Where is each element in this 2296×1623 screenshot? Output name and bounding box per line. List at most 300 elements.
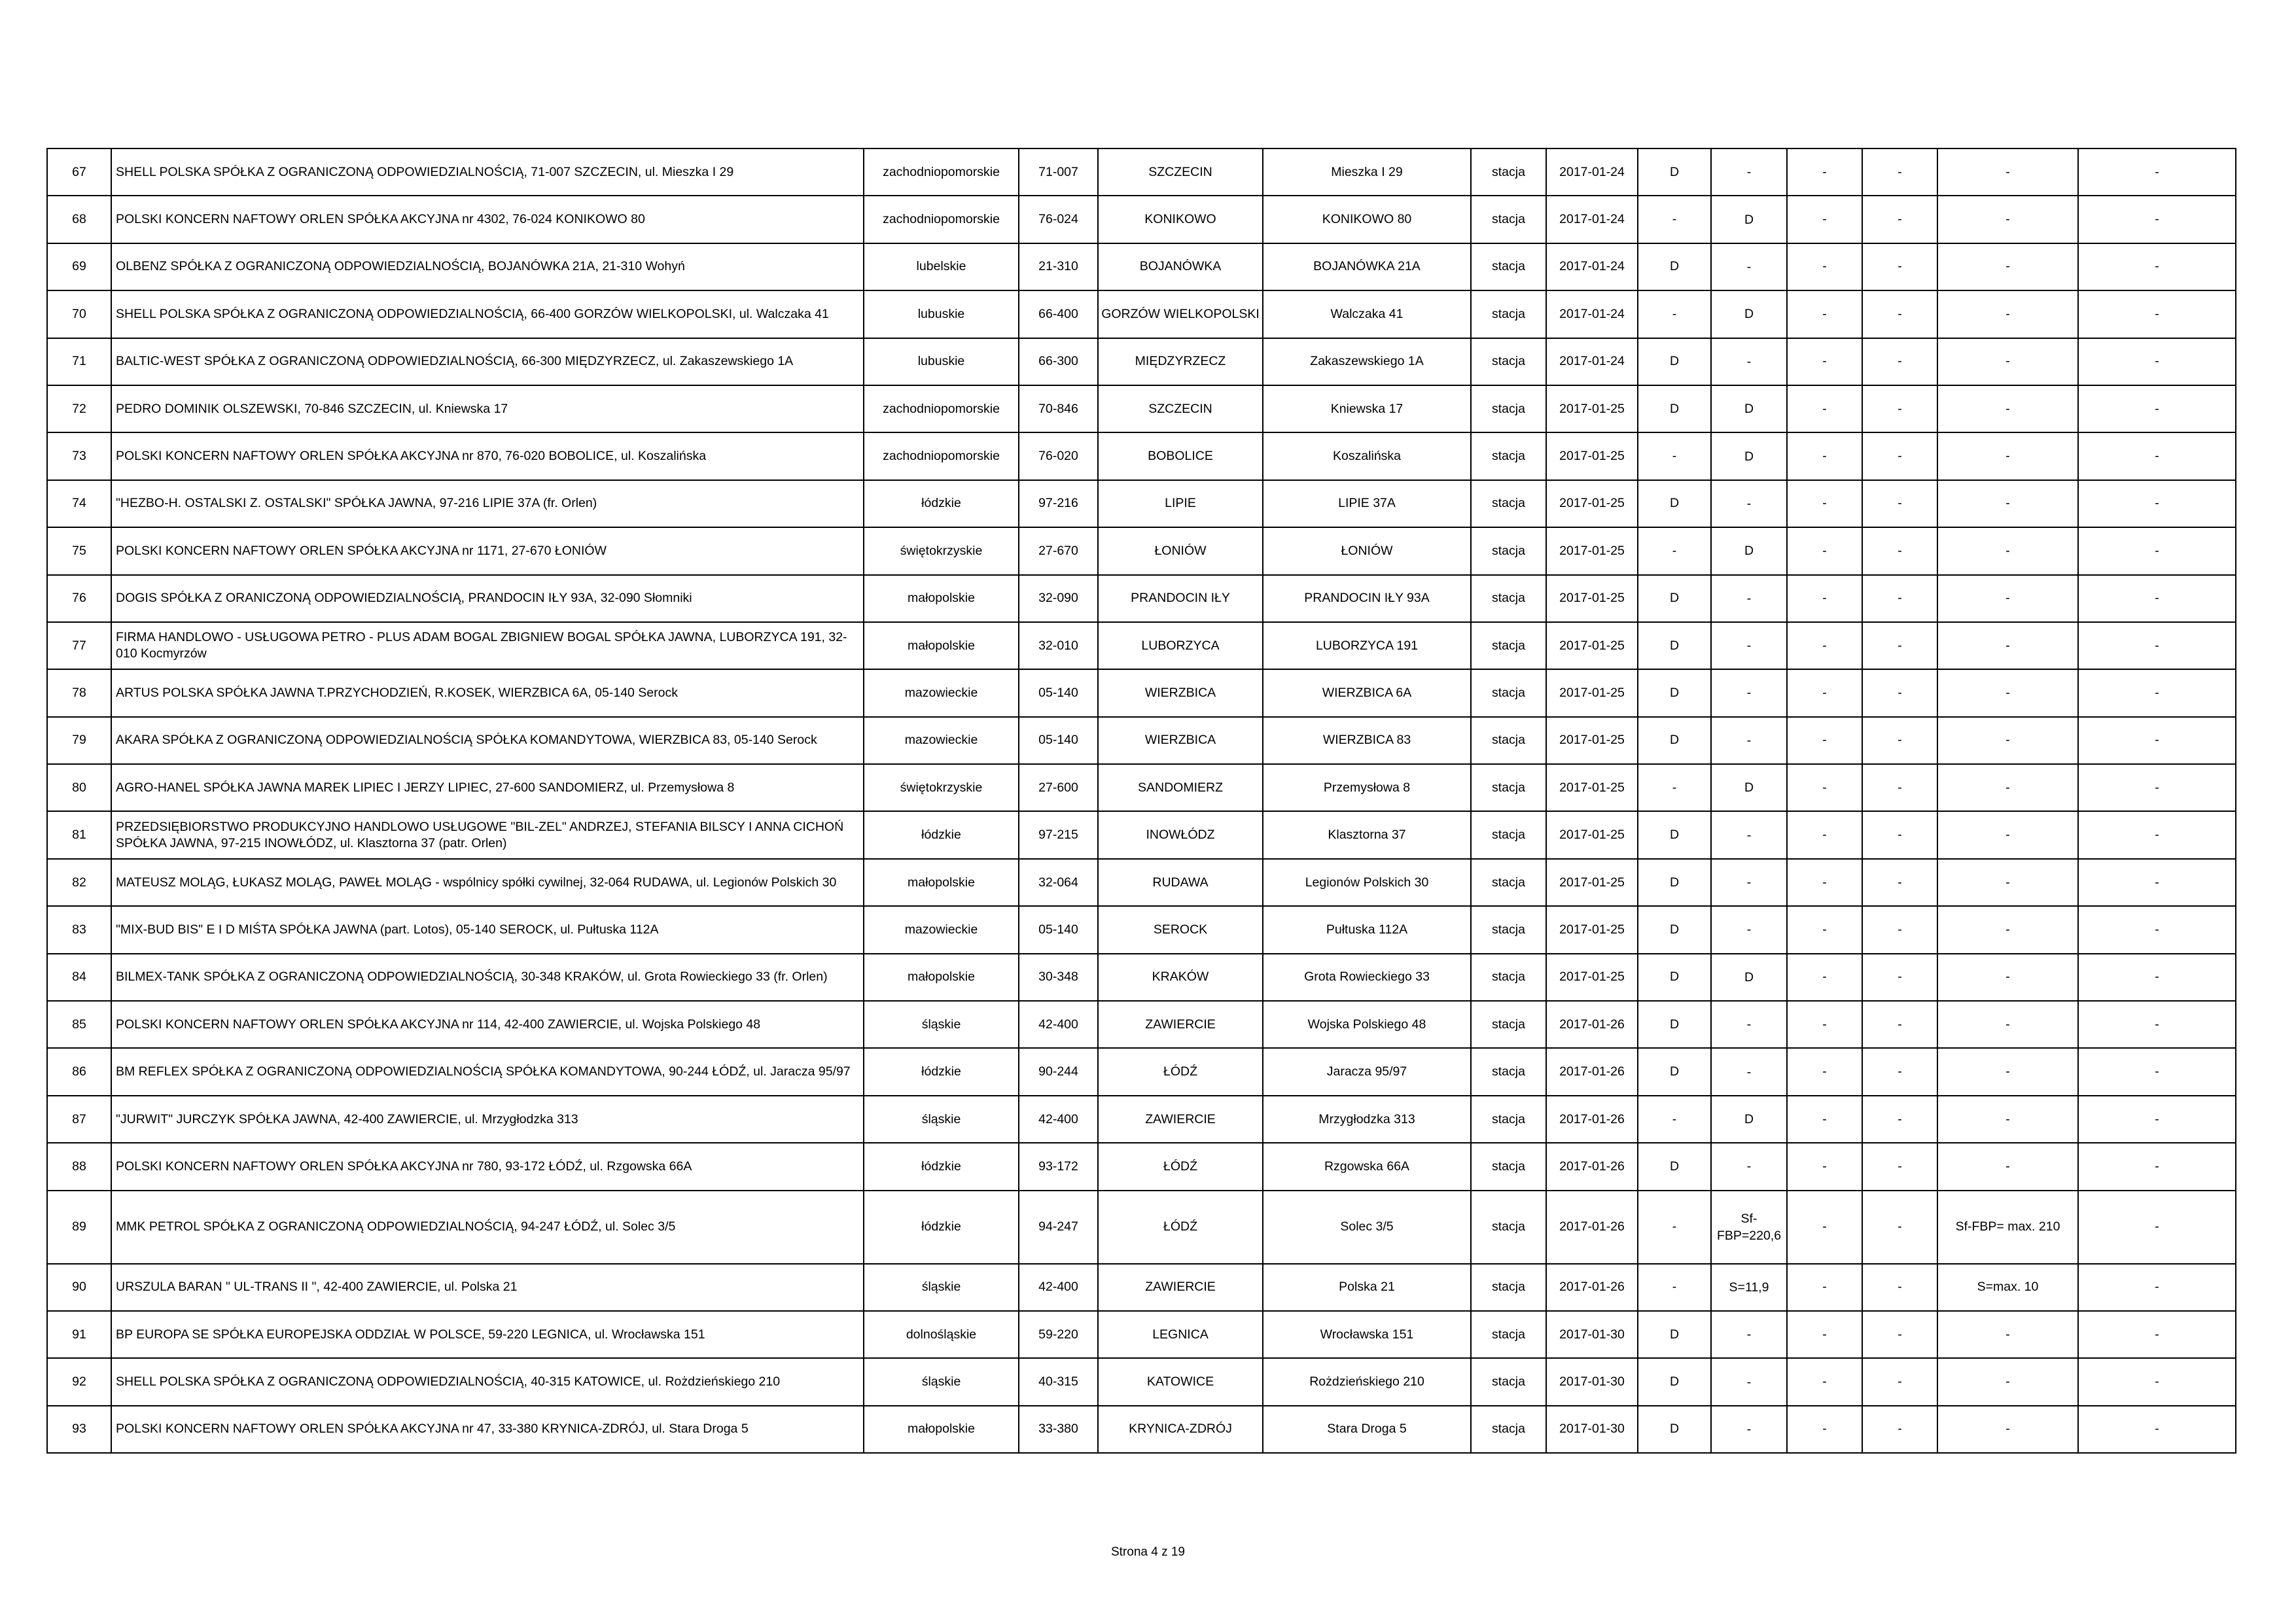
postal-code-cell: 30-348 bbox=[1019, 954, 1098, 1001]
city-cell: ŁÓDŹ bbox=[1098, 1143, 1263, 1190]
entity-name-cell: PEDRO DOMINIK OLSZEWSKI, 70-846 SZCZECIN, ul. Kniewska 17 bbox=[111, 385, 864, 432]
voivodeship-cell: małopolskie bbox=[864, 1406, 1019, 1453]
result-column-2-cell: - bbox=[1711, 480, 1787, 527]
row-number-cell: 72 bbox=[47, 385, 111, 432]
address-cell: Koszalińska bbox=[1263, 432, 1471, 480]
result-column-6-cell: - bbox=[2078, 1191, 2236, 1264]
postal-code-cell: 42-400 bbox=[1019, 1264, 1098, 1311]
inspection-date-cell: 2017-01-25 bbox=[1546, 954, 1638, 1001]
entity-name-cell: BILMEX-TANK SPÓŁKA Z OGRANICZONĄ ODPOWIEDZIALNOŚCIĄ, 30-348 KRAKÓW, ul. Grota Rowieckiego 33 (fr. Orlen) bbox=[111, 954, 864, 1001]
table-row bbox=[47, 1311, 2236, 1358]
result-column-2-cell: - bbox=[1711, 243, 1787, 290]
result-column-1-cell: - bbox=[1638, 290, 1711, 338]
result-column-1-cell: D bbox=[1638, 385, 1711, 432]
result-column-6-cell: - bbox=[2078, 669, 2236, 716]
row-number-cell: 81 bbox=[47, 811, 111, 858]
result-column-2-cell: S=11,9 bbox=[1711, 1264, 1787, 1311]
city-cell: KRAKÓW bbox=[1098, 954, 1263, 1001]
result-column-3-cell: - bbox=[1787, 811, 1862, 858]
facility-type-cell: stacja bbox=[1471, 1001, 1546, 1048]
postal-code-cell: 33-380 bbox=[1019, 1406, 1098, 1453]
result-column-3-cell: - bbox=[1787, 1048, 1862, 1095]
result-column-4-cell: - bbox=[1862, 906, 1937, 953]
voivodeship-cell: śląskie bbox=[864, 1264, 1019, 1311]
voivodeship-cell: świętokrzyskie bbox=[864, 527, 1019, 574]
result-column-2-cell: D bbox=[1711, 527, 1787, 574]
address-cell: KONIKOWO 80 bbox=[1263, 196, 1471, 243]
address-cell: Legionów Polskich 30 bbox=[1263, 859, 1471, 906]
table-row bbox=[47, 622, 2236, 669]
result-column-3-cell: - bbox=[1787, 859, 1862, 906]
facility-type-cell: stacja bbox=[1471, 622, 1546, 669]
result-column-2-cell: - bbox=[1711, 1406, 1787, 1453]
table-row bbox=[47, 954, 2236, 1001]
result-column-1-cell: D bbox=[1638, 338, 1711, 385]
voivodeship-cell: lubuskie bbox=[864, 290, 1019, 338]
result-column-3-cell: - bbox=[1787, 243, 1862, 290]
result-column-6-cell: - bbox=[2078, 1143, 2236, 1190]
city-cell: BOBOLICE bbox=[1098, 432, 1263, 480]
result-column-1-cell: D bbox=[1638, 1001, 1711, 1048]
result-column-5-cell: - bbox=[1937, 480, 2078, 527]
facility-type-cell: stacja bbox=[1471, 1143, 1546, 1190]
facility-type-cell: stacja bbox=[1471, 1048, 1546, 1095]
facility-type-cell: stacja bbox=[1471, 338, 1546, 385]
address-cell: Kniewska 17 bbox=[1263, 385, 1471, 432]
result-column-5-cell: - bbox=[1937, 1001, 2078, 1048]
address-cell: WIERZBICA 83 bbox=[1263, 717, 1471, 764]
result-column-6-cell: - bbox=[2078, 385, 2236, 432]
table-row bbox=[47, 338, 2236, 385]
result-column-3-cell: - bbox=[1787, 669, 1862, 716]
city-cell: RUDAWA bbox=[1098, 859, 1263, 906]
result-column-2-cell: D bbox=[1711, 432, 1787, 480]
result-column-2-cell: - bbox=[1711, 575, 1787, 622]
result-column-1-cell: D bbox=[1638, 1358, 1711, 1405]
table-row bbox=[47, 669, 2236, 716]
row-number-cell: 83 bbox=[47, 906, 111, 953]
row-number-cell: 84 bbox=[47, 954, 111, 1001]
address-cell: Wrocławska 151 bbox=[1263, 1311, 1471, 1358]
table-row bbox=[47, 1143, 2236, 1190]
result-column-1-cell: D bbox=[1638, 669, 1711, 716]
city-cell: PRANDOCIN IŁY bbox=[1098, 575, 1263, 622]
result-column-6-cell: - bbox=[2078, 290, 2236, 338]
result-column-4-cell: - bbox=[1862, 1001, 1937, 1048]
voivodeship-cell: lubelskie bbox=[864, 243, 1019, 290]
result-column-6-cell: - bbox=[2078, 338, 2236, 385]
postal-code-cell: 32-064 bbox=[1019, 859, 1098, 906]
result-column-1-cell: D bbox=[1638, 243, 1711, 290]
postal-code-cell: 21-310 bbox=[1019, 243, 1098, 290]
result-column-2-cell: D bbox=[1711, 764, 1787, 811]
voivodeship-cell: mazowieckie bbox=[864, 906, 1019, 953]
entity-name-cell: MATEUSZ MOLĄG, ŁUKASZ MOLĄG, PAWEŁ MOLĄG - wspólnicy spółki cywilnej, 32-064 RUDAWA, ul. Legionów Polskich 30 bbox=[111, 859, 864, 906]
result-column-4-cell: - bbox=[1862, 196, 1937, 243]
postal-code-cell: 42-400 bbox=[1019, 1096, 1098, 1143]
entity-name-cell: POLSKI KONCERN NAFTOWY ORLEN SPÓŁKA AKCYJNA nr 114, 42-400 ZAWIERCIE, ul. Wojska Polskiego 48 bbox=[111, 1001, 864, 1048]
result-column-1-cell: D bbox=[1638, 575, 1711, 622]
result-column-5-cell: S=max. 10 bbox=[1937, 1264, 2078, 1311]
inspection-date-cell: 2017-01-26 bbox=[1546, 1048, 1638, 1095]
result-column-2-cell: - bbox=[1711, 811, 1787, 858]
result-column-4-cell: - bbox=[1862, 1143, 1937, 1190]
facility-type-cell: stacja bbox=[1471, 575, 1546, 622]
result-column-4-cell: - bbox=[1862, 954, 1937, 1001]
result-column-5-cell: - bbox=[1937, 811, 2078, 858]
result-column-4-cell: - bbox=[1862, 1264, 1937, 1311]
result-column-3-cell: - bbox=[1787, 764, 1862, 811]
result-column-4-cell: - bbox=[1862, 148, 1937, 196]
result-column-4-cell: - bbox=[1862, 764, 1937, 811]
table-row bbox=[47, 717, 2236, 764]
postal-code-cell: 71-007 bbox=[1019, 148, 1098, 196]
result-column-5-cell: - bbox=[1937, 1048, 2078, 1095]
entity-name-cell: POLSKI KONCERN NAFTOWY ORLEN SPÓŁKA AKCYJNA nr 47, 33-380 KRYNICA-ZDRÓJ, ul. Stara Droga 5 bbox=[111, 1406, 864, 1453]
facility-type-cell: stacja bbox=[1471, 480, 1546, 527]
entity-name-cell: AGRO-HANEL SPÓŁKA JAWNA MAREK LIPIEC I JERZY LIPIEC, 27-600 SANDOMIERZ, ul. Przemysłowa 8 bbox=[111, 764, 864, 811]
city-cell: SANDOMIERZ bbox=[1098, 764, 1263, 811]
row-number-cell: 73 bbox=[47, 432, 111, 480]
result-column-3-cell: - bbox=[1787, 148, 1862, 196]
result-column-6-cell: - bbox=[2078, 717, 2236, 764]
table-row bbox=[47, 432, 2236, 480]
row-number-cell: 70 bbox=[47, 290, 111, 338]
address-cell: Pułtuska 112A bbox=[1263, 906, 1471, 953]
voivodeship-cell: małopolskie bbox=[864, 575, 1019, 622]
result-column-6-cell: - bbox=[2078, 480, 2236, 527]
voivodeship-cell: zachodniopomorskie bbox=[864, 432, 1019, 480]
entity-name-cell: FIRMA HANDLOWO - USŁUGOWA PETRO - PLUS ADAM BOGAL ZBIGNIEW BOGAL SPÓŁKA JAWNA, LUBORZYCA 191, 32-010 Kocmyrzów bbox=[111, 622, 864, 669]
voivodeship-cell: małopolskie bbox=[864, 859, 1019, 906]
result-column-2-cell: - bbox=[1711, 1001, 1787, 1048]
address-cell: Zakaszewskiego 1A bbox=[1263, 338, 1471, 385]
table-row bbox=[47, 906, 2236, 953]
postal-code-cell: 32-010 bbox=[1019, 622, 1098, 669]
table-row bbox=[47, 811, 2236, 858]
address-cell: Przemysłowa 8 bbox=[1263, 764, 1471, 811]
result-column-5-cell: Sf-FBP= max. 210 bbox=[1937, 1191, 2078, 1264]
inspection-date-cell: 2017-01-25 bbox=[1546, 622, 1638, 669]
result-column-1-cell: D bbox=[1638, 1406, 1711, 1453]
address-cell: Stara Droga 5 bbox=[1263, 1406, 1471, 1453]
result-column-3-cell: - bbox=[1787, 1358, 1862, 1405]
result-column-3-cell: - bbox=[1787, 480, 1862, 527]
table-row bbox=[47, 575, 2236, 622]
address-cell: ŁONIÓW bbox=[1263, 527, 1471, 574]
inspection-date-cell: 2017-01-26 bbox=[1546, 1096, 1638, 1143]
result-column-5-cell: - bbox=[1937, 1311, 2078, 1358]
result-column-2-cell: - bbox=[1711, 1048, 1787, 1095]
result-column-6-cell: - bbox=[2078, 622, 2236, 669]
voivodeship-cell: śląskie bbox=[864, 1001, 1019, 1048]
result-column-5-cell: - bbox=[1937, 622, 2078, 669]
postal-code-cell: 97-216 bbox=[1019, 480, 1098, 527]
entity-name-cell: POLSKI KONCERN NAFTOWY ORLEN SPÓŁKA AKCYJNA nr 780, 93-172 ŁÓDŹ, ul. Rzgowska 66A bbox=[111, 1143, 864, 1190]
table-row bbox=[47, 196, 2236, 243]
voivodeship-cell: łódzkie bbox=[864, 1048, 1019, 1095]
address-cell: Walczaka 41 bbox=[1263, 290, 1471, 338]
voivodeship-cell: śląskie bbox=[864, 1358, 1019, 1405]
inspection-date-cell: 2017-01-24 bbox=[1546, 243, 1638, 290]
result-column-3-cell: - bbox=[1787, 1143, 1862, 1190]
address-cell: Mrzygłodzka 313 bbox=[1263, 1096, 1471, 1143]
address-cell: Jaracza 95/97 bbox=[1263, 1048, 1471, 1095]
result-column-4-cell: - bbox=[1862, 290, 1937, 338]
city-cell: WIERZBICA bbox=[1098, 669, 1263, 716]
inspection-date-cell: 2017-01-30 bbox=[1546, 1406, 1638, 1453]
table-row bbox=[47, 1191, 2236, 1264]
inspection-date-cell: 2017-01-24 bbox=[1546, 338, 1638, 385]
address-cell: WIERZBICA 6A bbox=[1263, 669, 1471, 716]
facility-type-cell: stacja bbox=[1471, 906, 1546, 953]
result-column-2-cell: D bbox=[1711, 196, 1787, 243]
result-column-1-cell: - bbox=[1638, 1191, 1711, 1264]
row-number-cell: 78 bbox=[47, 669, 111, 716]
entity-name-cell: PRZEDSIĘBIORSTWO PRODUKCYJNO HANDLOWO USŁUGOWE "BIL-ZEL" ANDRZEJ, STEFANIA BILSCY I ANNA CICHOŃ SPÓŁKA JAWNA, 97-215 INOWŁÓDZ, ul. Klasztorna 37 (patr. Orlen) bbox=[111, 811, 864, 858]
result-column-6-cell: - bbox=[2078, 575, 2236, 622]
address-cell: Mieszka I 29 bbox=[1263, 148, 1471, 196]
address-cell: PRANDOCIN IŁY 93A bbox=[1263, 575, 1471, 622]
inspection-results-table bbox=[46, 148, 2236, 1454]
address-cell: Wojska Polskiego 48 bbox=[1263, 1001, 1471, 1048]
city-cell: SZCZECIN bbox=[1098, 148, 1263, 196]
facility-type-cell: stacja bbox=[1471, 527, 1546, 574]
city-cell: LUBORZYCA bbox=[1098, 622, 1263, 669]
city-cell: INOWŁÓDZ bbox=[1098, 811, 1263, 858]
voivodeship-cell: zachodniopomorskie bbox=[864, 148, 1019, 196]
result-column-4-cell: - bbox=[1862, 1311, 1937, 1358]
row-number-cell: 80 bbox=[47, 764, 111, 811]
result-column-6-cell: - bbox=[2078, 811, 2236, 858]
row-number-cell: 79 bbox=[47, 717, 111, 764]
result-column-5-cell: - bbox=[1937, 954, 2078, 1001]
result-column-4-cell: - bbox=[1862, 1406, 1937, 1453]
inspection-date-cell: 2017-01-25 bbox=[1546, 859, 1638, 906]
result-column-6-cell: - bbox=[2078, 1096, 2236, 1143]
inspection-date-cell: 2017-01-26 bbox=[1546, 1191, 1638, 1264]
result-column-5-cell: - bbox=[1937, 432, 2078, 480]
address-cell: LIPIE 37A bbox=[1263, 480, 1471, 527]
table-row bbox=[47, 385, 2236, 432]
inspection-date-cell: 2017-01-26 bbox=[1546, 1001, 1638, 1048]
result-column-1-cell: - bbox=[1638, 1264, 1711, 1311]
facility-type-cell: stacja bbox=[1471, 954, 1546, 1001]
postal-code-cell: 90-244 bbox=[1019, 1048, 1098, 1095]
facility-type-cell: stacja bbox=[1471, 385, 1546, 432]
result-column-5-cell: - bbox=[1937, 243, 2078, 290]
voivodeship-cell: zachodniopomorskie bbox=[864, 385, 1019, 432]
result-column-6-cell: - bbox=[2078, 243, 2236, 290]
inspection-date-cell: 2017-01-25 bbox=[1546, 432, 1638, 480]
result-column-4-cell: - bbox=[1862, 1096, 1937, 1143]
postal-code-cell: 05-140 bbox=[1019, 669, 1098, 716]
result-column-1-cell: D bbox=[1638, 717, 1711, 764]
inspection-date-cell: 2017-01-25 bbox=[1546, 906, 1638, 953]
result-column-3-cell: - bbox=[1787, 1264, 1862, 1311]
row-number-cell: 93 bbox=[47, 1406, 111, 1453]
result-column-3-cell: - bbox=[1787, 1096, 1862, 1143]
result-column-2-cell: - bbox=[1711, 1311, 1787, 1358]
facility-type-cell: stacja bbox=[1471, 290, 1546, 338]
postal-code-cell: 93-172 bbox=[1019, 1143, 1098, 1190]
facility-type-cell: stacja bbox=[1471, 1406, 1546, 1453]
result-column-6-cell: - bbox=[2078, 859, 2236, 906]
entity-name-cell: DOGIS SPÓŁKA Z ORANICZONĄ ODPOWIEDZIALNOŚCIĄ, PRANDOCIN IŁY 93A, 32-090 Słomniki bbox=[111, 575, 864, 622]
result-column-1-cell: D bbox=[1638, 148, 1711, 196]
result-column-6-cell: - bbox=[2078, 527, 2236, 574]
result-column-2-cell: - bbox=[1711, 148, 1787, 196]
row-number-cell: 71 bbox=[47, 338, 111, 385]
result-column-3-cell: - bbox=[1787, 290, 1862, 338]
result-column-1-cell: - bbox=[1638, 764, 1711, 811]
result-column-2-cell: D bbox=[1711, 290, 1787, 338]
inspection-date-cell: 2017-01-25 bbox=[1546, 811, 1638, 858]
result-column-3-cell: - bbox=[1787, 1191, 1862, 1264]
result-column-2-cell: - bbox=[1711, 906, 1787, 953]
entity-name-cell: BP EUROPA SE SPÓŁKA EUROPEJSKA ODDZIAŁ W POLSCE, 59-220 LEGNICA, ul. Wrocławska 151 bbox=[111, 1311, 864, 1358]
result-column-1-cell: D bbox=[1638, 480, 1711, 527]
result-column-6-cell: - bbox=[2078, 1311, 2236, 1358]
result-column-4-cell: - bbox=[1862, 575, 1937, 622]
result-column-6-cell: - bbox=[2078, 196, 2236, 243]
result-column-2-cell: - bbox=[1711, 1358, 1787, 1405]
result-column-1-cell: - bbox=[1638, 432, 1711, 480]
result-column-6-cell: - bbox=[2078, 432, 2236, 480]
table-row bbox=[47, 290, 2236, 338]
result-column-6-cell: - bbox=[2078, 906, 2236, 953]
entity-name-cell: POLSKI KONCERN NAFTOWY ORLEN SPÓŁKA AKCYJNA nr 4302, 76-024 KONIKOWO 80 bbox=[111, 196, 864, 243]
entity-name-cell: "MIX-BUD BIS" E I D MIŚTA SPÓŁKA JAWNA (part. Lotos), 05-140 SEROCK, ul. Pułtuska 112A bbox=[111, 906, 864, 953]
result-column-1-cell: D bbox=[1638, 1048, 1711, 1095]
result-column-3-cell: - bbox=[1787, 906, 1862, 953]
table-row bbox=[47, 1406, 2236, 1453]
result-column-3-cell: - bbox=[1787, 385, 1862, 432]
address-cell: LUBORZYCA 191 bbox=[1263, 622, 1471, 669]
table-row bbox=[47, 764, 2236, 811]
inspection-date-cell: 2017-01-24 bbox=[1546, 148, 1638, 196]
voivodeship-cell: śląskie bbox=[864, 1096, 1019, 1143]
postal-code-cell: 42-400 bbox=[1019, 1001, 1098, 1048]
result-column-4-cell: - bbox=[1862, 243, 1937, 290]
row-number-cell: 67 bbox=[47, 148, 111, 196]
result-column-5-cell: - bbox=[1937, 385, 2078, 432]
result-column-1-cell: - bbox=[1638, 527, 1711, 574]
facility-type-cell: stacja bbox=[1471, 243, 1546, 290]
facility-type-cell: stacja bbox=[1471, 196, 1546, 243]
result-column-4-cell: - bbox=[1862, 859, 1937, 906]
result-column-3-cell: - bbox=[1787, 338, 1862, 385]
row-number-cell: 82 bbox=[47, 859, 111, 906]
city-cell: ZAWIERCIE bbox=[1098, 1096, 1263, 1143]
entity-name-cell: POLSKI KONCERN NAFTOWY ORLEN SPÓŁKA AKCYJNA nr 870, 76-020 BOBOLICE, ul. Koszalińska bbox=[111, 432, 864, 480]
result-column-4-cell: - bbox=[1862, 338, 1937, 385]
entity-name-cell: SHELL POLSKA SPÓŁKA Z OGRANICZONĄ ODPOWIEDZIALNOŚCIĄ, 71-007 SZCZECIN, ul. Mieszka I 29 bbox=[111, 148, 864, 196]
city-cell: ZAWIERCIE bbox=[1098, 1001, 1263, 1048]
city-cell: ŁÓDŹ bbox=[1098, 1048, 1263, 1095]
entity-name-cell: BM REFLEX SPÓŁKA Z OGRANICZONĄ ODPOWIEDZIALNOŚCIĄ SPÓŁKA KOMANDYTOWA, 90-244 ŁÓDŹ, ul. Jaracza 95/97 bbox=[111, 1048, 864, 1095]
row-number-cell: 86 bbox=[47, 1048, 111, 1095]
voivodeship-cell: łódzkie bbox=[864, 1191, 1019, 1264]
address-cell: BOJANÓWKA 21A bbox=[1263, 243, 1471, 290]
result-column-4-cell: - bbox=[1862, 811, 1937, 858]
result-column-2-cell: D bbox=[1711, 1096, 1787, 1143]
entity-name-cell: URSZULA BARAN " UL-TRANS II ", 42-400 ZAWIERCIE, ul. Polska 21 bbox=[111, 1264, 864, 1311]
postal-code-cell: 27-600 bbox=[1019, 764, 1098, 811]
result-column-5-cell: - bbox=[1937, 1358, 2078, 1405]
result-column-4-cell: - bbox=[1862, 1358, 1937, 1405]
result-column-2-cell: - bbox=[1711, 859, 1787, 906]
facility-type-cell: stacja bbox=[1471, 1191, 1546, 1264]
address-cell: Rzgowska 66A bbox=[1263, 1143, 1471, 1190]
voivodeship-cell: zachodniopomorskie bbox=[864, 196, 1019, 243]
facility-type-cell: stacja bbox=[1471, 669, 1546, 716]
row-number-cell: 91 bbox=[47, 1311, 111, 1358]
inspection-date-cell: 2017-01-26 bbox=[1546, 1264, 1638, 1311]
row-number-cell: 69 bbox=[47, 243, 111, 290]
entity-name-cell: BALTIC-WEST SPÓŁKA Z OGRANICZONĄ ODPOWIEDZIALNOŚCIĄ, 66-300 MIĘDZYRZECZ, ul. Zakaszewskiego 1A bbox=[111, 338, 864, 385]
table-row bbox=[47, 480, 2236, 527]
voivodeship-cell: mazowieckie bbox=[864, 717, 1019, 764]
inspection-date-cell: 2017-01-25 bbox=[1546, 669, 1638, 716]
address-cell: Grota Rowieckiego 33 bbox=[1263, 954, 1471, 1001]
entity-name-cell: ARTUS POLSKA SPÓŁKA JAWNA T.PRZYCHODZIEŃ, R.KOSEK, WIERZBICA 6A, 05-140 Serock bbox=[111, 669, 864, 716]
entity-name-cell: MMK PETROL SPÓŁKA Z OGRANICZONĄ ODPOWIEDZIALNOŚCIĄ, 94-247 ŁÓDŹ, ul. Solec 3/5 bbox=[111, 1191, 864, 1264]
result-column-3-cell: - bbox=[1787, 622, 1862, 669]
row-number-cell: 90 bbox=[47, 1264, 111, 1311]
inspection-date-cell: 2017-01-25 bbox=[1546, 385, 1638, 432]
inspection-date-cell: 2017-01-24 bbox=[1546, 196, 1638, 243]
postal-code-cell: 76-024 bbox=[1019, 196, 1098, 243]
voivodeship-cell: dolnośląskie bbox=[864, 1311, 1019, 1358]
entity-name-cell: "HEZBO-H. OSTALSKI Z. OSTALSKI" SPÓŁKA JAWNA, 97-216 LIPIE 37A (fr. Orlen) bbox=[111, 480, 864, 527]
row-number-cell: 88 bbox=[47, 1143, 111, 1190]
result-column-5-cell: - bbox=[1937, 196, 2078, 243]
result-column-3-cell: - bbox=[1787, 1311, 1862, 1358]
table-row bbox=[47, 1001, 2236, 1048]
row-number-cell: 85 bbox=[47, 1001, 111, 1048]
postal-code-cell: 66-400 bbox=[1019, 290, 1098, 338]
result-column-3-cell: - bbox=[1787, 196, 1862, 243]
postal-code-cell: 05-140 bbox=[1019, 717, 1098, 764]
result-column-6-cell: - bbox=[2078, 954, 2236, 1001]
page-number-footer: Strona 4 z 19 bbox=[1110, 1545, 1186, 1559]
result-column-2-cell: - bbox=[1711, 1143, 1787, 1190]
city-cell: WIERZBICA bbox=[1098, 717, 1263, 764]
result-column-5-cell: - bbox=[1937, 1406, 2078, 1453]
result-column-1-cell: D bbox=[1638, 1311, 1711, 1358]
facility-type-cell: stacja bbox=[1471, 717, 1546, 764]
result-column-5-cell: - bbox=[1937, 527, 2078, 574]
postal-code-cell: 66-300 bbox=[1019, 338, 1098, 385]
result-column-1-cell: D bbox=[1638, 622, 1711, 669]
result-column-3-cell: - bbox=[1787, 527, 1862, 574]
result-column-3-cell: - bbox=[1787, 717, 1862, 764]
table-row bbox=[47, 148, 2236, 196]
result-column-1-cell: - bbox=[1638, 196, 1711, 243]
row-number-cell: 87 bbox=[47, 1096, 111, 1143]
entity-name-cell: AKARA SPÓŁKA Z OGRANICZONĄ ODPOWIEDZIALNOŚCIĄ SPÓŁKA KOMANDYTOWA, WIERZBICA 83, 05-140 Serock bbox=[111, 717, 864, 764]
result-column-3-cell: - bbox=[1787, 575, 1862, 622]
result-column-6-cell: - bbox=[2078, 764, 2236, 811]
postal-code-cell: 70-846 bbox=[1019, 385, 1098, 432]
result-column-4-cell: - bbox=[1862, 1191, 1937, 1264]
result-column-5-cell: - bbox=[1937, 575, 2078, 622]
postal-code-cell: 94-247 bbox=[1019, 1191, 1098, 1264]
result-column-3-cell: - bbox=[1787, 1001, 1862, 1048]
inspection-date-cell: 2017-01-25 bbox=[1546, 575, 1638, 622]
result-column-3-cell: - bbox=[1787, 1406, 1862, 1453]
